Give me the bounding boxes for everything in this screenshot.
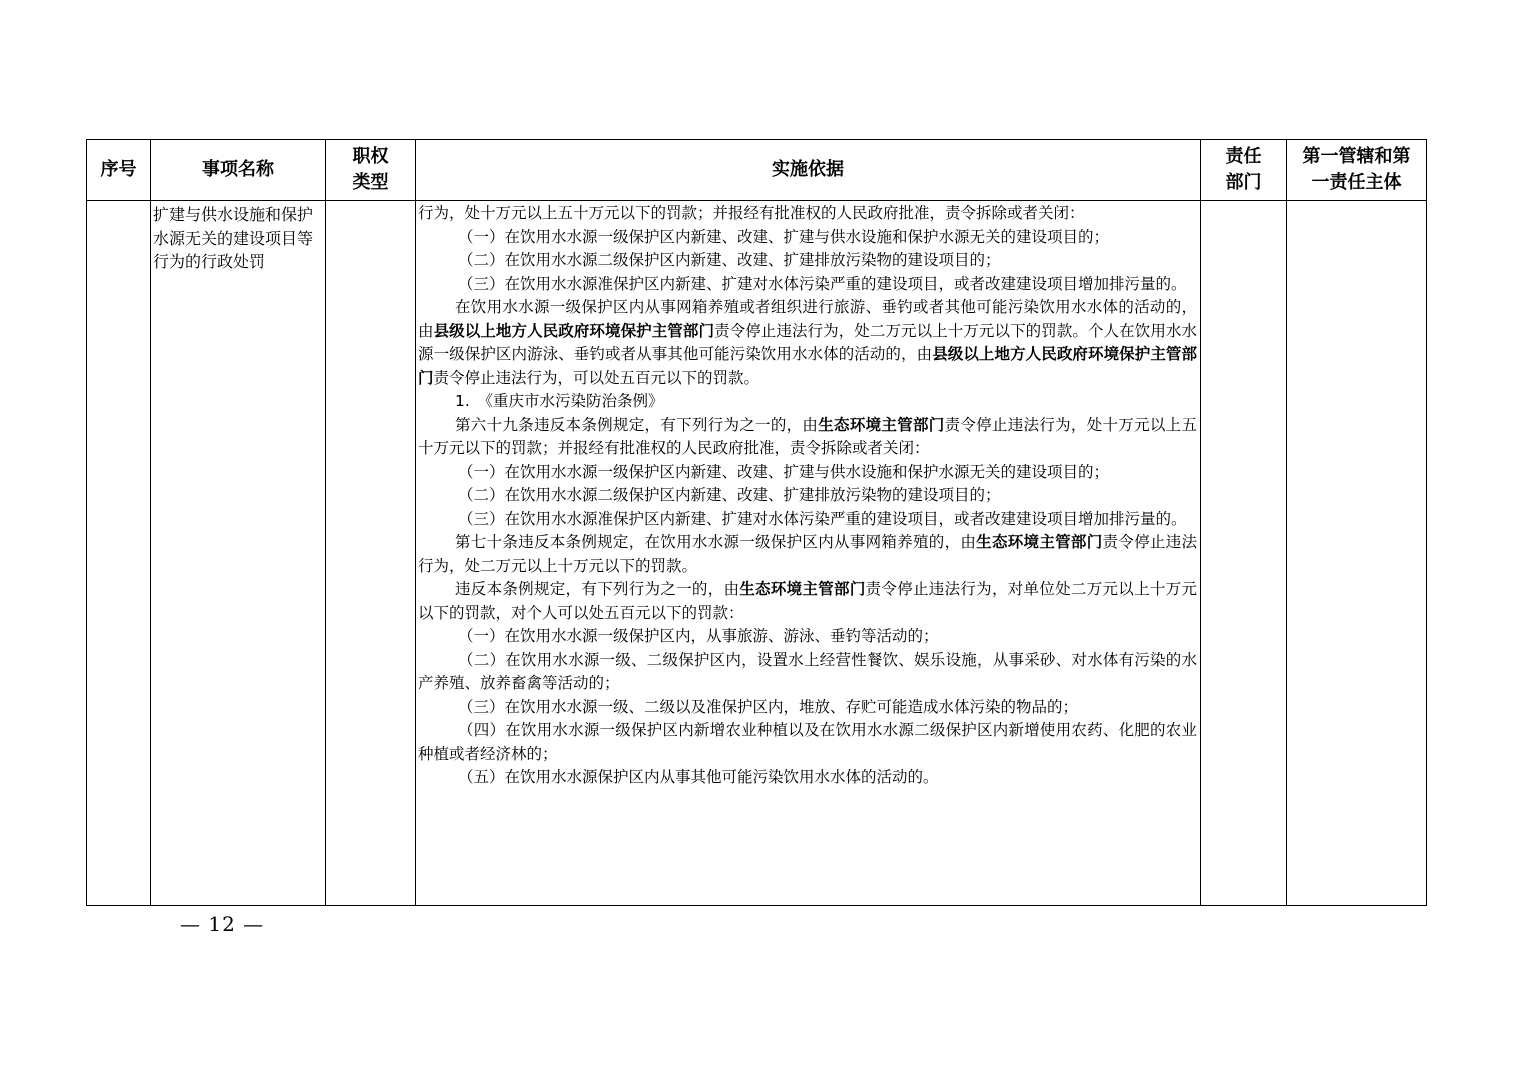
basis-bold-authority: 县级以上地方人民政府环境保护主管部门 bbox=[433, 321, 715, 340]
basis-paragraph: （一）在饮用水水源一级保护区内新建、改建、扩建与供水设施和保护水源无关的建设项目的； bbox=[458, 462, 1110, 481]
header-row bbox=[87, 140, 1427, 201]
basis-paragraph bbox=[418, 414, 1197, 461]
header-subject bbox=[1287, 140, 1427, 201]
basis-bold-authority: 生态环境主管部门 bbox=[976, 533, 1103, 551]
basis-bold-authority: 生态环境主管部门 bbox=[818, 415, 945, 434]
header-type bbox=[326, 140, 416, 201]
basis-paragraph bbox=[418, 578, 1197, 625]
basis-paragraph: （一）在饮用水水源一级保护区内，从事旅游、游泳、垂钓等活动的； bbox=[458, 627, 939, 645]
basis-text: 第六十九条违反本条例规定，有下列行为之一的，由 bbox=[455, 415, 819, 434]
cell-subject bbox=[1287, 201, 1427, 906]
basis-paragraph: （二）在饮用水水源一级、二级保护区内，设置水上经营性餐饮、娱乐设施，从事采砂、对水体有污染的水产养殖、放养畜禽等活动的； bbox=[418, 650, 1197, 692]
table-row bbox=[87, 201, 1427, 906]
basis-paragraph: （三）在饮用水水源准保护区内新建、扩建对水体污染严重的建设项目，或者改建建设项目增加排污量的。 bbox=[458, 274, 1187, 293]
basis-text: 在饮用水水源一级保护区内从事网箱养殖或者组织进行旅游、垂钓或者其他可能污染饮用水水体的活动的，由 bbox=[418, 298, 1197, 340]
header-subject-text: 第一管辖和第一责任主体 bbox=[1302, 146, 1411, 193]
cell-type bbox=[326, 201, 416, 906]
basis-text: 责令停止违法行为，可以处五百元以下的罚款。 bbox=[433, 368, 760, 387]
basis-bold-authority: 生态环境主管部门 bbox=[739, 580, 866, 598]
basis-paragraph bbox=[418, 531, 1197, 578]
basis-text: 责令停止违法行为，处二万元以上十万元以下的罚款。 bbox=[418, 533, 1197, 575]
basis-text: 第七十条违反本条例规定，在饮用水水源一级保护区内从事网箱养殖的，由 bbox=[455, 533, 977, 551]
basis-regulation-title: 1. 《重庆市水污染防治条例》 bbox=[455, 392, 664, 410]
header-seq: 序号 bbox=[87, 140, 151, 201]
page-number: — 12 — bbox=[180, 912, 265, 936]
cell-name: 扩建与供水设施和保护水源无关的建设项目等行为的行政处罚 bbox=[151, 201, 326, 906]
basis-bold-authority: 县级以上地方人民政府环境保护主管部门 bbox=[418, 345, 1197, 387]
header-dept bbox=[1201, 140, 1287, 201]
basis-paragraph: （三）在饮用水水源一级、二级以及准保护区内，堆放、存贮可能造成水体污染的物品的； bbox=[458, 697, 1079, 716]
cell-seq bbox=[87, 201, 151, 906]
header-basis: 实施依据 bbox=[416, 140, 1201, 201]
basis-text: 责令停止违法行为，处十万元以上五十万元以下的罚款；并报经有批准权的人民政府批准，责令拆除或者关闭： bbox=[418, 415, 1197, 457]
header-type-text: 职权类型 bbox=[352, 146, 389, 193]
basis-text: 违反本条例规定，有下列行为之一的，由 bbox=[455, 580, 740, 598]
header-dept-text: 责任部门 bbox=[1225, 146, 1262, 193]
cell-basis bbox=[416, 201, 1201, 906]
basis-paragraph: （五）在饮用水水源保护区内从事其他可能污染饮用水水体的活动的。 bbox=[458, 768, 939, 786]
basis-paragraph: （四）在饮用水水源一级保护区内新增农业种植以及在饮用水水源二级保护区内新增使用农药、化肥的农业种植或者经济林的； bbox=[418, 721, 1197, 763]
basis-text: 责令停止违法行为，处二万元以上十万元以下的罚款。个人在饮用水水源一级保护区内游泳、垂钓或者从事其他可能污染饮用水水体的活动的，由 bbox=[418, 321, 1197, 363]
cell-dept bbox=[1201, 201, 1287, 906]
basis-paragraph: （二）在饮用水水源二级保护区内新建、改建、扩建排放污染物的建设项目的； bbox=[458, 486, 1001, 504]
enforcement-table bbox=[86, 139, 1427, 906]
basis-paragraph bbox=[418, 296, 1197, 390]
basis-text: 责令停止违法行为，对单位处二万元以上十万元以下的罚款，对个人可以处五百元以下的罚款： bbox=[418, 580, 1197, 622]
basis-paragraph: （二）在饮用水水源二级保护区内新建、改建、扩建排放污染物的建设项目的； bbox=[458, 251, 1001, 269]
basis-paragraph: （三）在饮用水水源准保护区内新建、扩建对水体污染严重的建设项目，或者改建建设项目增加排污量的。 bbox=[458, 509, 1187, 528]
header-name: 事项名称 bbox=[151, 140, 326, 201]
basis-paragraph: （一）在饮用水水源一级保护区内新建、改建、扩建与供水设施和保护水源无关的建设项目的； bbox=[458, 227, 1110, 246]
basis-paragraph: 行为，处十万元以上五十万元以下的罚款；并报经有批准权的人民政府批准，责令拆除或者关闭： bbox=[418, 204, 1085, 222]
